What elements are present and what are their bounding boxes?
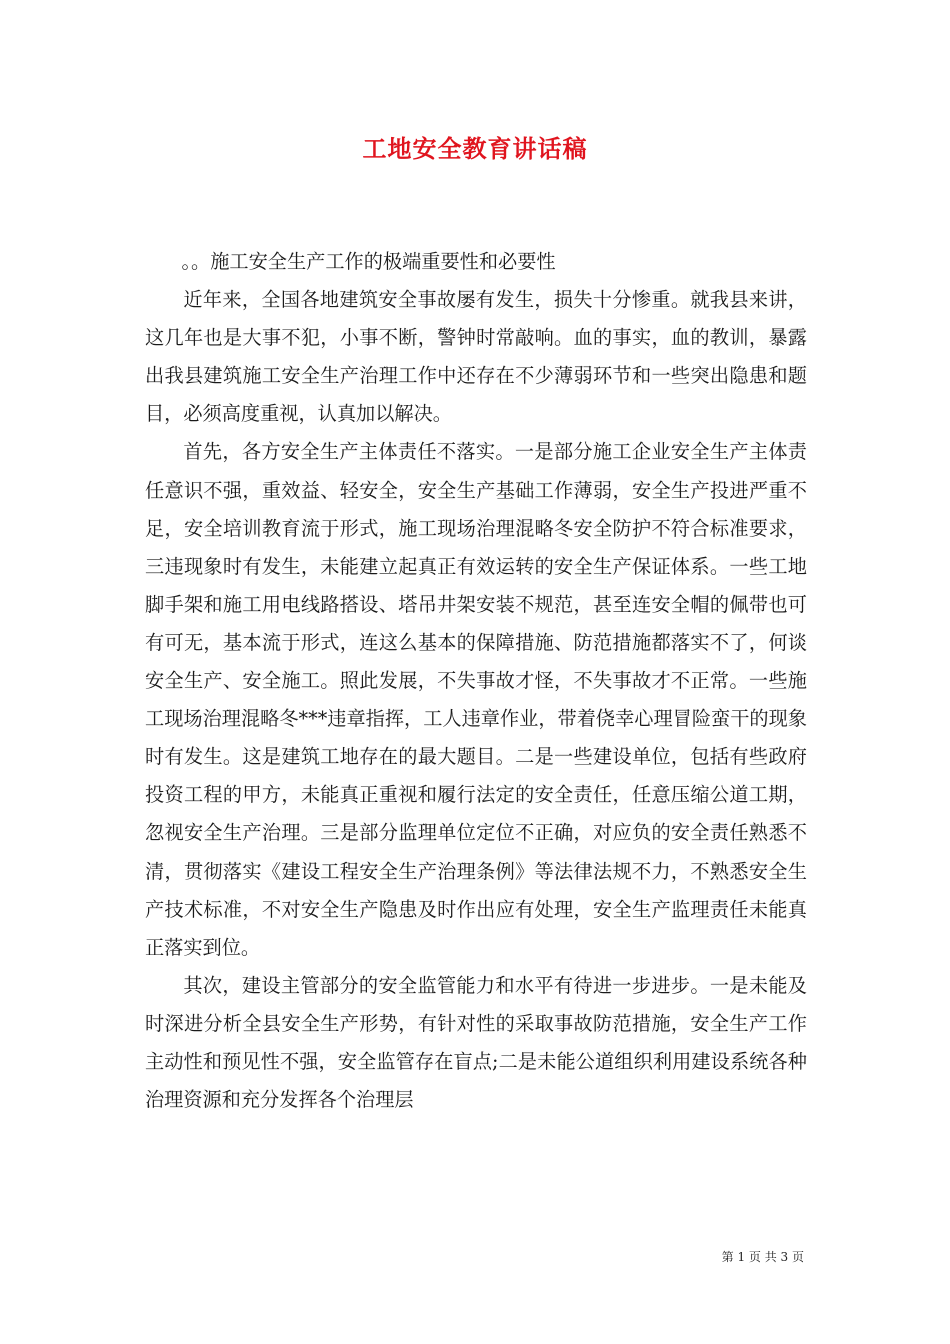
page-number: 第 1 页 共 3 页 [721,1250,804,1264]
document-body [145,243,807,1119]
paragraph: 近年来，全国各地建筑安全事故屡有发生，损失十分惨重。就我县来讲，这几年也是大事不犯，小事不断，警钟时常敲响。血的事实，血的教训，暴露出我县建筑施工安全生产治理工作中还存在不少薄弱环节和一些突出隐患和题目，必须高度重视，认真加以解决。 [145,288,807,426]
paragraph: 首先，各方安全生产主体责任不落实。一是部分施工企业安全生产主体责任意识不强，重效益、轻安全，安全生产基础工作薄弱，安全生产投进严重不足，安全培训教育流于形式，施工现场治理混略冬安全防护不符合标准要求，三违现象时有发生，未能建立起真正有效运转的安全生产保证体系。一些工地脚手架和施工用电线路搭设、塔吊井架安装不规范，甚至连安全帽的佩带也可有可无，基本流于形式，连这么基本的保障措施、防范措施都落实不了，何谈安全生产、安全施工。照此发展，不失事故才怪，不失事故才不正常。一些施工现场治理混略冬***违章指挥，工人违章作业，带着侥幸心理冒险蛮干的现象时有发生。这是建筑工地存在的最大题目。二是一些建设单位，包括有些政府投资工程的甲方，未能真正重视和履行法定的安全责任，任意压缩公道工期，忽视安全生产治理。三是部分监理单位定位不正确，对应负的安全责任熟悉不清，贯彻落实《建设工程安全生产治理条例》等法律法规不力，不熟悉安全生产技术标准，不对安全生产隐患及时作出应有处理，安全生产监理责任未能真正落实到位。 [145,440,807,959]
paragraph: 其次，建设主管部分的安全监管能力和水平有待进一步进步。一是未能及时深进分析全县安全生产形势，有针对性的采取事故防范措施，安全生产工作主动性和预见性不强，安全监管存在盲点;二是未能公道组织利用建设系统各种治理资源和充分发挥各个治理层 [145,973,807,1112]
document-title: 工地安全教育讲话稿 [362,134,588,163]
section-heading: 。。施工安全生产工作的极端重要性和必要性 [181,250,556,273]
